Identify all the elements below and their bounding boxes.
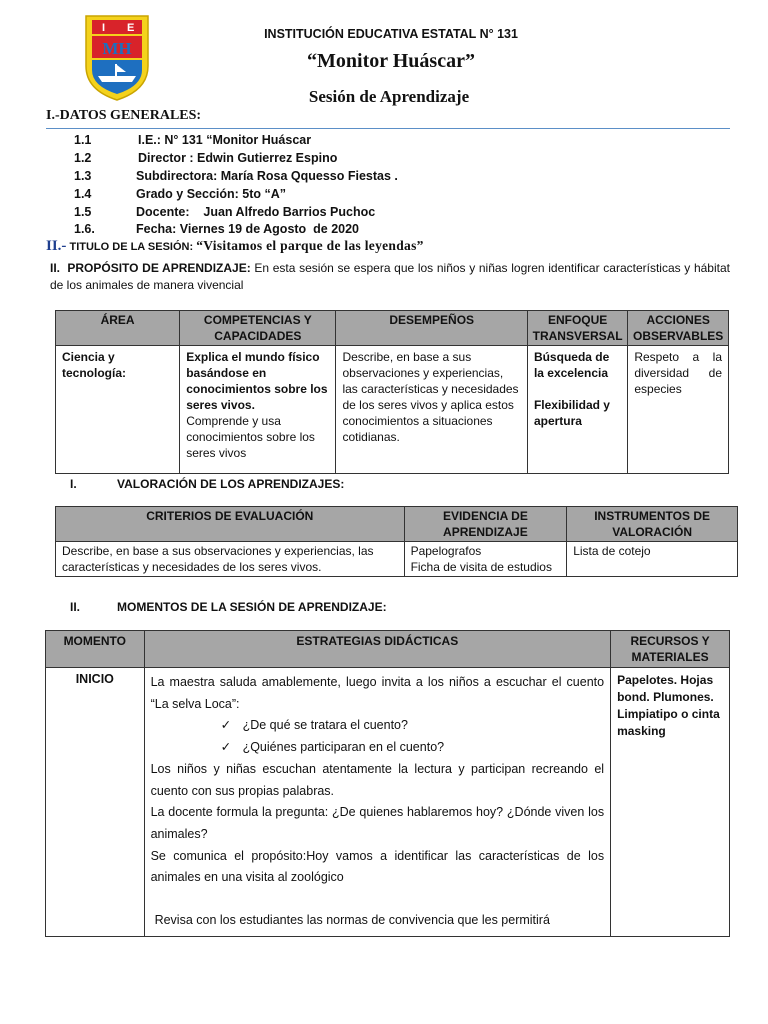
purpose-text: En esta sesión se espera que los niños y niñas logren identificar características y hábitat de los animales de manera vivencial [50, 261, 730, 292]
question-text: ¿Quiénes participaran en el cuento? [242, 740, 445, 755]
strategy-question [151, 715, 605, 737]
competencia-text: Explica el mundo físico basándose en conocimientos sobre los seres vivos. [186, 350, 328, 412]
table-header-row [56, 311, 729, 346]
header-estrategias: ESTRATEGIAS DIDÁCTICAS [144, 631, 611, 668]
general-item-number: 1.1 [74, 133, 92, 147]
table-row [56, 346, 729, 474]
header-competencias: COMPETENCIAS Y CAPACIDADES [180, 311, 336, 346]
cell-estrategias [144, 668, 611, 937]
crest-monogram: MH [102, 39, 132, 58]
checkmark-icon: ✓ [220, 740, 232, 755]
strategy-paragraph: Revisa con los estudiantes las normas de convivencia que les permitirá [154, 913, 550, 928]
header-evidencia: EVIDENCIA DE APRENDIZAJE [404, 507, 567, 542]
header-enfoque: ENFOQUE TRANSVERSAL [527, 311, 627, 346]
general-item [74, 169, 674, 187]
table-row [56, 542, 738, 577]
school-name: “Monitor Huáscar” [307, 50, 475, 72]
general-item [74, 205, 674, 223]
session-title-value: “Visitamos el parque de las leyendas” [196, 238, 424, 253]
general-item [74, 151, 674, 169]
general-item-text: I.E.: N° 131 “Monitor Huáscar [138, 133, 312, 147]
strategy-paragraph: La maestra saluda amablemente, luego invita a los niños a escuchar el cuento “La selva Loca”: [150, 675, 605, 711]
checkmark-icon: ✓ [220, 718, 232, 733]
general-item-number: 1.3 [74, 169, 92, 183]
enfoque-2: Flexibilidad y apertura [533, 398, 610, 428]
table-header-row [56, 507, 738, 542]
purpose-label: PROPÓSITO DE APRENDIZAJE: [67, 261, 251, 275]
header-area: ÁREA [56, 311, 180, 346]
session-title-label: TITULO DE LA SESIÓN: [69, 241, 194, 253]
valoracion-table [55, 506, 738, 577]
general-item-text: Director : Edwin Gutierrez Espino [138, 151, 338, 165]
cell-desempenos: Describe, en base a sus observaciones y experiencias, las características y necesidades de los seres vivos y aplica estos conocimientos a situaciones cotidianas. [336, 346, 527, 474]
momentos-table [45, 630, 730, 937]
general-item-number: 1.2 [74, 151, 92, 165]
cell-momento: INICIO [46, 668, 145, 937]
header-acciones: ACCIONES OBSERVABLES [628, 311, 729, 346]
header-momento: MOMENTO [46, 631, 145, 668]
learning-purpose [50, 260, 730, 294]
session-title-number: II.- [46, 238, 67, 254]
enfoque-1: Búsqueda de la excelencia [533, 350, 610, 380]
header-criterios: CRITERIOS DE EVALUACIÓN [56, 507, 405, 542]
strategy-paragraph: Los niños y niñas escuchan atentamente la lectura y participan recreando el cuento con sus propias palabras. [150, 761, 605, 798]
evidencia-2: Ficha de visita de estudios [410, 560, 552, 574]
cell-competencias [180, 346, 336, 474]
general-item-number: 1.4 [74, 187, 92, 201]
section-divider [46, 128, 730, 129]
competencies-table [55, 310, 729, 474]
table-row [46, 668, 730, 937]
strategy-paragraph: Se comunica el propósito:Hoy vamos a identificar las características de los animales en una visita al zoológico [150, 848, 605, 885]
strategy-question [151, 737, 605, 759]
cell-criterio: Describe, en base a sus observaciones y experiencias, las características y necesidades de los seres vivos. [56, 542, 405, 577]
general-item [74, 133, 674, 151]
strategy-paragraph: La docente formula la pregunta: ¿De quienes hablaremos hoy? ¿Dónde viven los animales? [150, 805, 605, 841]
valoracion-heading: VALORACIÓN DE LOS APRENDIZAJES: [117, 477, 345, 491]
cell-evidencia [404, 542, 567, 577]
crest-letter-e: E [127, 22, 135, 34]
section-general-data-heading: I.-DATOS GENERALES: [46, 108, 202, 123]
general-item [74, 187, 674, 205]
general-item-text: Subdirectora: María Rosa Qquesso Fiestas . [136, 169, 398, 183]
header-instrumentos: INSTRUMENTOS DE VALORACIÓN [567, 507, 738, 542]
session-title-line [46, 238, 424, 255]
cell-instrumento: Lista de cotejo [567, 542, 738, 577]
cell-area: Ciencia y tecnología: [56, 346, 180, 474]
general-item-number: 1.5 [74, 205, 92, 219]
session-heading: Sesión de Aprendizaje [308, 87, 470, 106]
valoracion-number: I. [70, 477, 77, 491]
header-recursos: RECURSOS Y MATERIALES [611, 631, 730, 668]
table-header-row [46, 631, 730, 668]
general-item-text: Fecha: Viernes 19 de Agosto de 2020 [136, 222, 360, 236]
general-item-text: Docente: Juan Alfredo Barrios Puchoc [136, 205, 376, 219]
cell-recursos: Papelotes. Hojas bond. Plumones. Limpiatipo o cinta masking [611, 668, 730, 937]
evidencia-1: Papelografos [410, 544, 482, 558]
general-item-text: Grado y Sección: 5to “A” [136, 187, 287, 201]
momentos-heading: MOMENTOS DE LA SESIÓN DE APRENDIZAJE: [117, 600, 387, 614]
cell-enfoque [527, 346, 627, 474]
general-item-number: 1.6. [74, 222, 95, 236]
header-desempenos: DESEMPEÑOS [336, 311, 527, 346]
capacidad-text: Comprende y usa conocimientos sobre los seres vivos [186, 414, 315, 460]
question-text: ¿De qué se tratara el cuento? [242, 718, 408, 733]
institution-name: INSTITUCIÓN EDUCATIVA ESTATAL N° 131 [264, 27, 518, 41]
crest-letter-i: I [102, 22, 106, 34]
momentos-number: II. [70, 600, 81, 614]
purpose-number: II. [50, 261, 61, 275]
cell-acciones: Respeto a la diversidad de especies [628, 346, 729, 474]
